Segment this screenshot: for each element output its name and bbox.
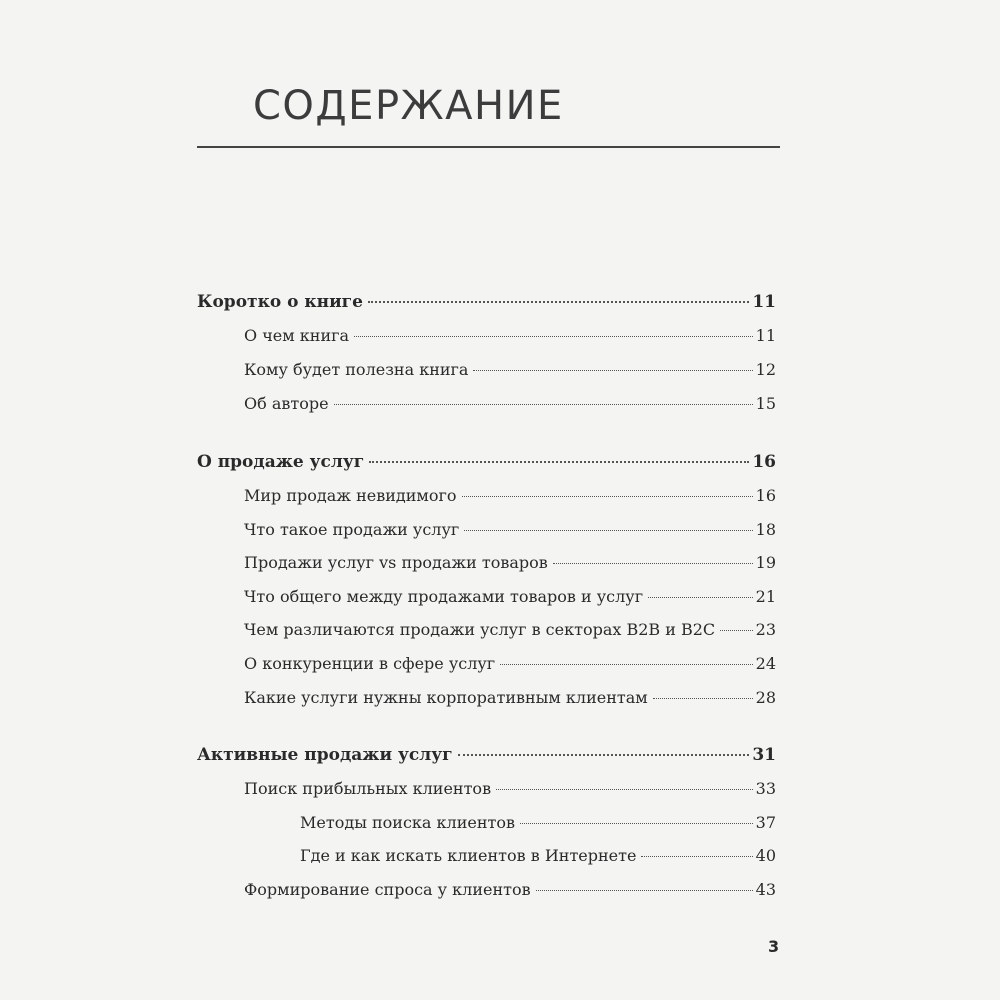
toc-entry-title: Формирование спроса у клиентов (244, 880, 531, 899)
toc-entry-title: Кому будет полезна книга (244, 360, 469, 379)
toc-page-number: 28 (755, 688, 776, 707)
dot-leader (648, 597, 753, 598)
toc-page-number: 11 (755, 326, 776, 345)
toc-entry-title: Мир продаж невидимого (244, 486, 457, 505)
toc-section-heading[interactable] (197, 745, 776, 765)
toc-page-number: 33 (755, 779, 776, 798)
toc-entry[interactable] (244, 779, 776, 799)
toc-entry-title: Какие услуги нужны корпоративным клиентам (244, 688, 648, 707)
toc-entry[interactable] (244, 688, 776, 708)
dot-leader (462, 496, 753, 497)
toc-section-heading[interactable] (197, 452, 776, 472)
toc-page-number: 37 (755, 813, 776, 832)
dot-leader (500, 664, 752, 665)
toc-entry-title: Коротко о книге (197, 292, 363, 312)
toc-subentry[interactable] (300, 846, 776, 866)
toc-entry-title: О продаже услуг (197, 452, 365, 472)
toc-entry[interactable] (244, 880, 776, 900)
toc-entry-title: Поиск прибыльных клиентов (244, 779, 492, 798)
dot-leader (553, 563, 753, 564)
toc-entry-title: Где и как искать клиентов в Интернете (300, 846, 637, 865)
dot-leader (720, 630, 752, 631)
toc-page-number: 18 (755, 520, 776, 539)
toc-entry[interactable] (244, 620, 776, 640)
toc-page-number: 11 (752, 292, 776, 312)
toc-entry-title: О конкуренции в сфере услуг (244, 654, 496, 673)
toc-entry-title: О чем книга (244, 326, 350, 345)
toc-page-number: 15 (755, 394, 776, 413)
toc-section-heading[interactable] (197, 292, 776, 312)
toc-page-number: 23 (755, 620, 776, 639)
dot-leader (473, 370, 752, 371)
toc-entry[interactable] (244, 520, 776, 540)
dot-leader (369, 461, 749, 463)
toc-entry[interactable] (244, 394, 776, 414)
toc-entry[interactable] (244, 587, 776, 607)
toc-page-number: 43 (755, 880, 776, 899)
page-number: 3 (768, 937, 780, 956)
toc-entry[interactable] (244, 326, 776, 346)
toc-entry[interactable] (244, 654, 776, 674)
page-title: СОДЕРЖАНИЕ (253, 83, 564, 129)
toc-entry-title: Что общего между продажами товаров и услуг (244, 587, 644, 606)
toc-entry-title: Методы поиска клиентов (300, 813, 516, 832)
toc-page-number: 16 (752, 452, 776, 472)
toc-entry-title: Что такое продажи услуг (244, 520, 460, 539)
toc-page-number: 19 (755, 553, 776, 572)
toc-entry-title: Чем различаются продажи услуг в секторах B2B и B2C (244, 620, 716, 639)
dot-leader (653, 698, 753, 699)
dot-leader (496, 789, 753, 790)
toc-entry[interactable] (244, 486, 776, 506)
toc-entry-title: Активные продажи услуг (197, 745, 453, 765)
toc-entry[interactable] (244, 553, 776, 573)
dot-leader (354, 336, 753, 337)
toc-page-number: 31 (752, 745, 776, 765)
toc-page-number: 12 (755, 360, 776, 379)
toc-page-number: 40 (755, 846, 776, 865)
toc-page-number: 24 (755, 654, 776, 673)
toc-page-number: 16 (755, 486, 776, 505)
dot-leader (334, 404, 753, 405)
toc-entry-title: Продажи услуг vs продажи товаров (244, 553, 548, 572)
toc-entry[interactable] (244, 360, 776, 380)
dot-leader (464, 530, 752, 531)
dot-leader (368, 301, 749, 303)
dot-leader (520, 823, 753, 824)
dot-leader (536, 890, 753, 891)
toc-entry-title: Об авторе (244, 394, 329, 413)
toc-subentry[interactable] (300, 813, 776, 833)
dot-leader (641, 856, 752, 857)
dot-leader (458, 754, 750, 756)
toc-page-number: 21 (755, 587, 776, 606)
